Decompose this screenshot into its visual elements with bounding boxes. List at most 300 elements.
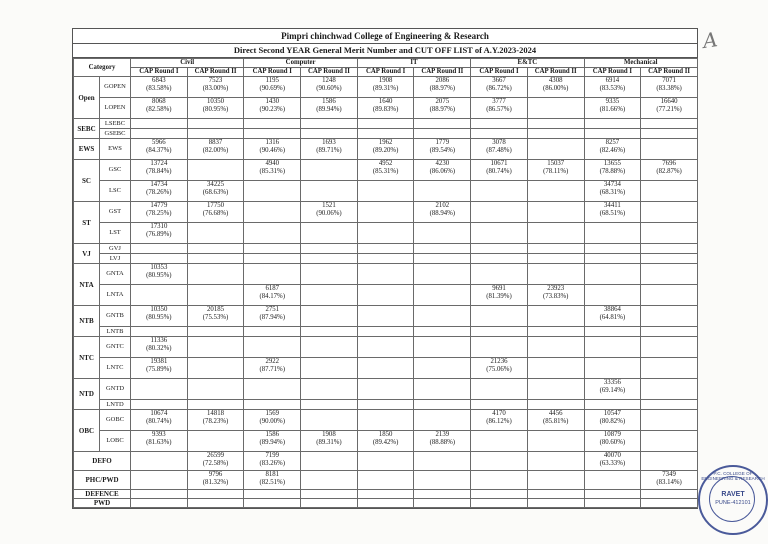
cutoff-cell (584, 452, 641, 471)
category-cell: DEFO (74, 452, 131, 471)
cutoff-cell (584, 202, 641, 223)
cutoff-cell (244, 285, 301, 306)
cutoff-cell (414, 285, 471, 306)
cutoff-cell (301, 119, 358, 129)
cutoff-cell (131, 358, 188, 379)
cutoff-cell (187, 431, 244, 452)
cutoff-cell (584, 499, 641, 508)
cutoff-cell (584, 77, 641, 98)
cutoff-cell (187, 400, 244, 410)
cutoff-cell (641, 431, 698, 452)
cutoff-cell (244, 337, 301, 358)
cutoff-cell (527, 264, 584, 285)
merit-number: 38864 (603, 306, 621, 313)
merit-number: 7349 (662, 471, 676, 478)
merit-number: 6187 (265, 285, 280, 292)
cutoff-cell (357, 410, 414, 431)
cutoff-cell (187, 223, 244, 244)
cutoff-cell (414, 471, 471, 490)
percentage: (80.95%) (146, 272, 172, 279)
percentage: (89.94%) (259, 439, 285, 446)
cutoff-cell (641, 379, 698, 400)
subcategory-cell: GOPEN (100, 77, 131, 98)
cutoff-cell (471, 77, 528, 98)
category-cell: DEFENCE (74, 490, 131, 499)
merit-number: 26599 (207, 452, 225, 459)
percentage: (68.31%) (599, 189, 626, 196)
merit-number: 34734 (603, 181, 621, 188)
merit-number: 7696 (662, 160, 676, 167)
cutoff-cell (471, 431, 528, 452)
percentage: (81.66%) (599, 106, 626, 113)
category-cell: NTA (74, 264, 100, 306)
cutoff-cell (187, 181, 244, 202)
cutoff-cell (584, 264, 641, 285)
percentage: (75.06%) (486, 366, 512, 373)
percentage: (83.53%) (599, 85, 626, 92)
merit-number: 19381 (150, 358, 168, 365)
cutoff-cell (414, 431, 471, 452)
percentage: (78.88%) (599, 168, 626, 175)
percentage: (81.32%) (202, 479, 229, 486)
merit-number: 1640 (378, 98, 393, 105)
merit-number: 4456 (548, 410, 563, 417)
cutoff-cell (527, 160, 584, 181)
percentage: (72.58%) (202, 460, 229, 467)
merit-number: 11336 (150, 337, 168, 344)
merit-number: 16640 (660, 98, 678, 105)
merit-number: 9691 (492, 285, 506, 292)
cutoff-cell (471, 264, 528, 285)
percentage: (89.20%) (372, 147, 399, 154)
cutoff-cell (131, 400, 188, 410)
percentage: (80.74%) (146, 418, 172, 425)
percentage: (80.95%) (202, 106, 229, 113)
cutoff-cell (414, 499, 471, 508)
document-title: Direct Second YEAR General Merit Number and CUT OFF LIST of A.Y.2023-2024 (73, 44, 697, 58)
merit-number: 1521 (322, 202, 336, 209)
merit-number: 1430 (265, 98, 280, 105)
cutoff-cell (301, 77, 358, 98)
percentage: (85.31%) (372, 168, 399, 175)
category-cell: NTC (74, 337, 100, 379)
round-header: CAP Round I (131, 68, 188, 77)
cutoff-cell (357, 285, 414, 306)
cutoff-cell (414, 490, 471, 499)
cutoff-cell (187, 264, 244, 285)
subcategory-cell: EWS (100, 139, 131, 160)
merit-number: 4230 (435, 160, 450, 167)
cutoff-cell (131, 431, 188, 452)
cutoff-cell (641, 490, 698, 499)
cutoff-cell (357, 452, 414, 471)
percentage: (89.94%) (316, 106, 342, 113)
subcategory-cell: LNTA (100, 285, 131, 306)
cutoff-cell (357, 223, 414, 244)
percentage: (68.63%) (202, 189, 229, 196)
category-cell: OBC (74, 410, 100, 452)
cutoff-cell (244, 264, 301, 285)
cutoff-cell (357, 98, 414, 119)
cutoff-cell (471, 139, 528, 160)
cutoff-cell (131, 77, 188, 98)
cutoff-cell (244, 400, 301, 410)
cutoff-sheet (72, 28, 698, 509)
category-cell: NTD (74, 379, 100, 410)
cutoff-cell (131, 306, 188, 327)
cutoff-cell (131, 139, 188, 160)
cutoff-table (73, 58, 698, 508)
category-header: Category (74, 59, 131, 77)
cutoff-cell (187, 119, 244, 129)
department-row (74, 59, 698, 68)
cutoff-cell (301, 285, 358, 306)
department-header: Computer (244, 59, 357, 68)
cutoff-cell (641, 410, 698, 431)
merit-number: 1962 (378, 139, 393, 146)
table-row (74, 358, 698, 379)
cutoff-cell (131, 285, 188, 306)
subcategory-cell: GST (100, 202, 131, 223)
subcategory-cell: LNTD (100, 400, 131, 410)
cutoff-cell (357, 77, 414, 98)
cutoff-cell (187, 499, 244, 508)
cutoff-cell (641, 202, 698, 223)
cutoff-cell (641, 98, 698, 119)
cutoff-cell (301, 327, 358, 337)
table-row (74, 452, 698, 471)
cutoff-cell (527, 471, 584, 490)
cutoff-cell (527, 77, 584, 98)
cutoff-cell (187, 490, 244, 499)
merit-number: 1569 (265, 410, 280, 417)
merit-number: 1195 (265, 77, 279, 84)
cutoff-cell (244, 119, 301, 129)
merit-number: 1850 (378, 431, 393, 438)
percentage: (81.39%) (486, 293, 512, 300)
cutoff-cell (131, 327, 188, 337)
cutoff-cell (414, 129, 471, 139)
percentage: (83.58%) (146, 85, 172, 92)
round-header: CAP Round I (584, 68, 641, 77)
merit-number: 2751 (265, 306, 280, 313)
category-cell: VJ (74, 244, 100, 264)
cutoff-cell (244, 77, 301, 98)
cutoff-cell (357, 431, 414, 452)
merit-number: 1586 (265, 431, 280, 438)
cutoff-cell (527, 98, 584, 119)
percentage: (88.88%) (429, 439, 456, 446)
cutoff-cell (414, 379, 471, 400)
cutoff-cell (301, 471, 358, 490)
cutoff-cell (584, 119, 641, 129)
percentage: (89.31%) (372, 85, 399, 92)
cutoff-cell (527, 379, 584, 400)
percentage: (88.97%) (429, 106, 456, 113)
table-row (74, 223, 698, 244)
percentage: (90.60%) (316, 85, 342, 92)
cutoff-cell (414, 410, 471, 431)
cutoff-cell (471, 98, 528, 119)
round-header: CAP Round I (471, 68, 528, 77)
cutoff-cell (131, 223, 188, 244)
percentage: (83.00%) (202, 85, 229, 92)
merit-number: 8068 (152, 98, 166, 105)
merit-number: 1908 (378, 77, 393, 84)
cutoff-cell (357, 181, 414, 202)
cutoff-cell (131, 471, 188, 490)
merit-number: 15037 (547, 160, 565, 167)
cutoff-cell (244, 129, 301, 139)
cutoff-cell (187, 306, 244, 327)
cutoff-cell (131, 119, 188, 129)
subcategory-cell: LNTC (100, 358, 131, 379)
cutoff-cell (414, 264, 471, 285)
cutoff-cell (641, 337, 698, 358)
merit-number: 4952 (378, 160, 393, 167)
merit-number: 1693 (322, 139, 336, 146)
percentage: (86.12%) (486, 418, 512, 425)
cutoff-cell (414, 139, 471, 160)
cutoff-cell (131, 202, 188, 223)
cutoff-cell (244, 327, 301, 337)
cutoff-cell (244, 431, 301, 452)
category-cell: EWS (74, 139, 100, 160)
department-header: Civil (131, 59, 244, 68)
cutoff-cell (357, 306, 414, 327)
cutoff-cell (357, 202, 414, 223)
cutoff-cell (527, 244, 584, 254)
table-row (74, 327, 698, 337)
percentage: (82.58%) (146, 106, 172, 113)
cutoff-cell (414, 306, 471, 327)
cutoff-cell (357, 490, 414, 499)
merit-number: 13724 (150, 160, 168, 167)
percentage: (88.94%) (429, 210, 456, 217)
percentage: (75.53%) (202, 314, 229, 321)
cutoff-cell (527, 431, 584, 452)
percentage: (82.51%) (259, 479, 285, 486)
category-cell: SEBC (74, 119, 100, 139)
subcategory-cell: GNTB (100, 306, 131, 327)
merit-number: 2086 (435, 77, 450, 84)
cutoff-cell (414, 119, 471, 129)
cutoff-cell (414, 202, 471, 223)
cutoff-cell (471, 244, 528, 254)
subcategory-cell: GSC (100, 160, 131, 181)
cutoff-cell (641, 499, 698, 508)
merit-number: 10547 (603, 410, 621, 417)
cutoff-cell (244, 490, 301, 499)
percentage: (80.60%) (599, 439, 626, 446)
table-row (74, 490, 698, 499)
cutoff-cell (414, 337, 471, 358)
table-row (74, 379, 698, 400)
cutoff-cell (584, 98, 641, 119)
percentage: (78.23%) (202, 418, 229, 425)
cutoff-cell (527, 306, 584, 327)
cutoff-cell (131, 499, 188, 508)
percentage: (84.17%) (259, 293, 285, 300)
cutoff-cell (471, 160, 528, 181)
cutoff-cell (357, 358, 414, 379)
cutoff-cell (357, 327, 414, 337)
cutoff-cell (414, 400, 471, 410)
cutoff-cell (414, 77, 471, 98)
merit-number: 8181 (265, 471, 280, 478)
percentage: (82.87%) (656, 168, 682, 175)
cutoff-cell (187, 160, 244, 181)
cutoff-cell (641, 358, 698, 379)
merit-number: 14818 (207, 410, 225, 417)
cutoff-cell (641, 77, 698, 98)
percentage: (78.84%) (146, 168, 172, 175)
cutoff-cell (471, 471, 528, 490)
cutoff-cell (301, 181, 358, 202)
cutoff-cell (414, 327, 471, 337)
merit-number: 34411 (604, 202, 621, 209)
merit-number: 17310 (150, 223, 168, 230)
cutoff-cell (471, 306, 528, 327)
cutoff-cell (244, 160, 301, 181)
merit-number: 40070 (603, 452, 621, 459)
merit-number: 3667 (492, 77, 506, 84)
cutoff-cell (187, 452, 244, 471)
cutoff-cell (301, 490, 358, 499)
cutoff-cell (301, 379, 358, 400)
cutoff-cell (471, 490, 528, 499)
cutoff-cell (301, 400, 358, 410)
cutoff-cell (414, 358, 471, 379)
cutoff-cell (301, 129, 358, 139)
cutoff-cell (301, 98, 358, 119)
cutoff-cell (471, 327, 528, 337)
merit-number: 13655 (603, 160, 621, 167)
cutoff-cell (357, 499, 414, 508)
percentage: (85.81%) (542, 418, 569, 425)
merit-number: 23923 (547, 285, 565, 292)
merit-number: 4170 (492, 410, 506, 417)
cutoff-cell (471, 358, 528, 379)
cutoff-cell (414, 452, 471, 471)
merit-number: 9393 (152, 431, 166, 438)
merit-number: 14779 (150, 202, 168, 209)
cutoff-cell (301, 264, 358, 285)
merit-number: 34225 (207, 181, 225, 188)
cutoff-cell (301, 223, 358, 244)
subcategory-cell: GSEBC (100, 129, 131, 139)
cutoff-cell (527, 202, 584, 223)
cutoff-cell (244, 223, 301, 244)
merit-number: 10353 (150, 264, 168, 271)
table-row (74, 410, 698, 431)
percentage: (89.83%) (372, 106, 399, 113)
cutoff-cell (527, 181, 584, 202)
cutoff-cell (584, 306, 641, 327)
merit-number: 2075 (435, 98, 450, 105)
cutoff-cell (584, 410, 641, 431)
cutoff-cell (357, 471, 414, 490)
merit-number: 9796 (208, 471, 223, 478)
merit-number: 10879 (603, 431, 621, 438)
cutoff-cell (584, 379, 641, 400)
cutoff-cell (301, 337, 358, 358)
category-cell: ST (74, 202, 100, 244)
percentage: (76.89%) (146, 231, 172, 238)
percentage: (68.51%) (599, 210, 626, 217)
percentage: (80.95%) (146, 314, 172, 321)
percentage: (69.14%) (599, 387, 626, 394)
cutoff-cell (527, 358, 584, 379)
cutoff-cell (584, 471, 641, 490)
table-row (74, 471, 698, 490)
cutoff-cell (471, 410, 528, 431)
cutoff-cell (301, 452, 358, 471)
cutoff-cell (527, 337, 584, 358)
cutoff-cell (301, 160, 358, 181)
merit-number: 10671 (490, 160, 508, 167)
table-header (74, 59, 698, 77)
cutoff-cell (584, 358, 641, 379)
merit-number: 8837 (208, 139, 223, 146)
subcategory-cell: LOPEN (100, 98, 131, 119)
subcategory-cell: GNTA (100, 264, 131, 285)
cutoff-cell (187, 98, 244, 119)
merit-number: 5966 (152, 139, 166, 146)
cutoff-cell (244, 254, 301, 264)
percentage: (80.74%) (486, 168, 512, 175)
cutoff-cell (357, 119, 414, 129)
cutoff-cell (471, 254, 528, 264)
cutoff-cell (641, 254, 698, 264)
cutoff-cell (414, 223, 471, 244)
subcategory-cell: GNTD (100, 379, 131, 400)
merit-number: 7523 (208, 77, 223, 84)
handwritten-mark: A (701, 27, 720, 53)
merit-number: 10674 (150, 410, 168, 417)
seal-name: RAVET (721, 491, 745, 498)
merit-number: 6914 (605, 77, 620, 84)
cutoff-cell (527, 129, 584, 139)
cutoff-cell (357, 337, 414, 358)
table-row (74, 254, 698, 264)
cutoff-cell (131, 264, 188, 285)
percentage: (90.06%) (316, 210, 342, 217)
cutoff-cell (187, 379, 244, 400)
merit-number: 4940 (265, 160, 280, 167)
cutoff-cell (471, 499, 528, 508)
table-row (74, 400, 698, 410)
cutoff-cell (357, 139, 414, 160)
subcategory-cell: LVJ (100, 254, 131, 264)
merit-number: 4308 (548, 77, 563, 84)
percentage: (89.42%) (372, 439, 399, 446)
merit-number: 7199 (265, 452, 280, 459)
cutoff-cell (357, 264, 414, 285)
percentage: (83.14%) (656, 479, 682, 486)
round-header: CAP Round II (414, 68, 471, 77)
merit-number: 8257 (605, 139, 620, 146)
table-row (74, 139, 698, 160)
table-row (74, 119, 698, 129)
cutoff-cell (131, 98, 188, 119)
merit-number: 10350 (150, 306, 168, 313)
cutoff-cell (641, 471, 698, 490)
college-seal (698, 465, 768, 535)
department-header: Mechanical (584, 59, 697, 68)
subcategory-cell: LST (100, 223, 131, 244)
cutoff-cell (244, 98, 301, 119)
